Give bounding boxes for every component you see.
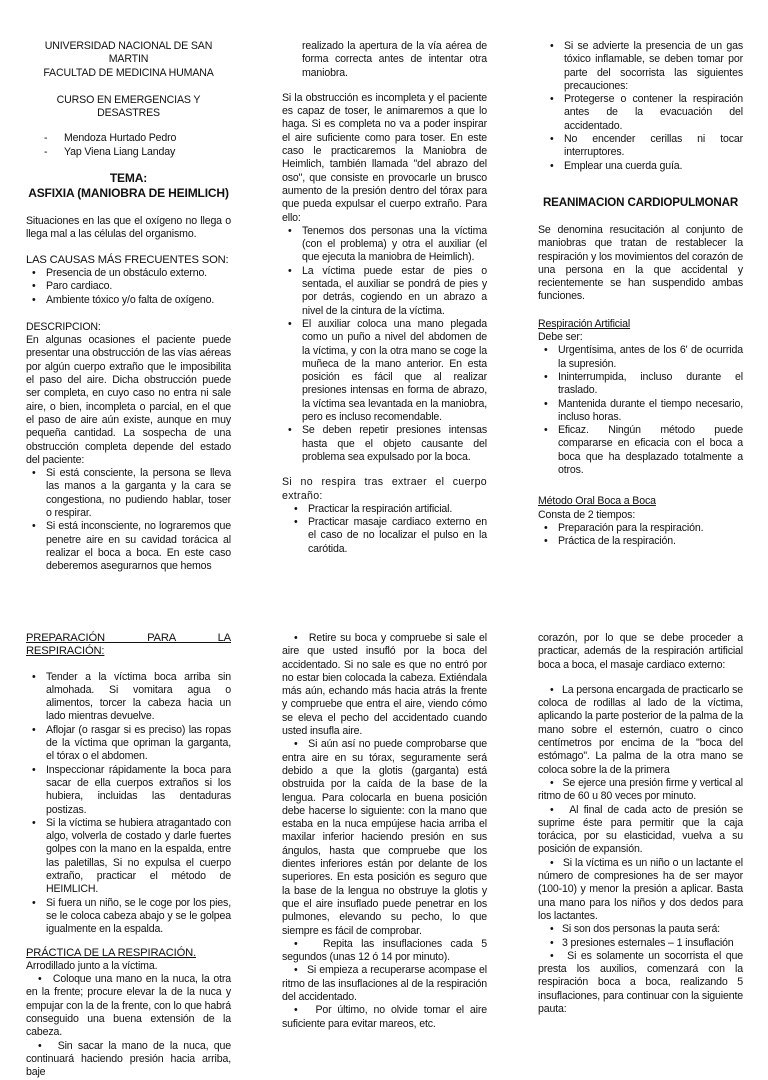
column-5 xyxy=(282,512,487,1030)
masaje-paragraph: • Se ejerce una presión firme y vertical al ritmo de 60 u 80 veces por minuto. xyxy=(538,776,743,803)
authors-list xyxy=(26,132,231,159)
heimlich-paragraph: Si la obstrucción es incompleta y el paciente es capaz de toser, le animaremos a que lo haga. Si es completa no va a poder inspirar el aire suficiente como para toser. En este caso le practicaremos la Maniobra de Heimlich, también llamada "del abrazo del oso", que consiste en provocarle un brusco aumento de la presión dentro del tórax para que pueda expulsar el cuerpo extraño. Para ello: xyxy=(282,91,487,224)
masaje-paragraph: • Si son dos personas la pauta será: xyxy=(550,923,720,936)
insuflacion-paragraph: • Repita las insuflaciones cada 5 segundos (unas 12 ó 14 por minuto). xyxy=(282,937,487,964)
list-item: • Tenemos dos personas una la víctima (con el problema) y otra el auxiliar (el que ejecuta la maniobra de Heimlich). xyxy=(282,225,487,265)
causas-list xyxy=(26,267,231,307)
list-item: • Practicar la respiración artificial. xyxy=(282,503,487,516)
list-item: • Si está inconsciente, no lograremos que penetre aire en su cavidad torácica al realizar el boca a boca. En este caso deberemos asegurarnos que hemos xyxy=(26,520,231,573)
university-name: UNIVERSIDAD NACIONAL DE SAN MARTIN xyxy=(44,40,213,66)
insuflacion-paragraph: • Por último, no olvide tomar el aire suficiente para evitar mareos, etc. xyxy=(282,1004,487,1030)
masaje-paragraph: • Si es solamente un socorrista el que presta los auxilios, comenzará con la respiración boca a boca, realizando 5 insuflaciones, para continuar con la siguiente pauta: xyxy=(538,949,743,1016)
list-item: • Si fuera un niño, se le coge por los pies, se le coloca cabeza abajo y se le golpea igualmente en la espalda. xyxy=(26,897,231,937)
list-item: • Ambiente tóxico y/o falta de oxígeno. xyxy=(26,294,231,307)
list-item: • Ininterrumpida, incluso durante el traslado. xyxy=(538,371,743,398)
insuflacion-paragraph: • Si empieza a recuperarse acompase el ritmo de las insuflaciones al de la respiración del accidentado. xyxy=(282,964,487,1004)
list-item: • Urgentísima, antes de los 6' de ocurrida la supresión. xyxy=(538,344,743,371)
list-item: • Practicar masaje cardiaco externo en el caso de no localizar el pulso en la carótida. xyxy=(282,516,487,556)
masaje-paragraph: • Si la víctima es un niño o un lactante el número de compresiones ha de ser mayor (100-10) y menor la presión a aplicar. Basta una mano para los niños y dos dedos para los lactantes. xyxy=(538,856,743,922)
course-name: CURSO EN EMERGENCIAS Y DESASTRES xyxy=(56,93,201,120)
tema-title: ASFIXIA (MANIOBRA DE HEIMLICH) xyxy=(28,186,229,201)
descripcion-text: En algunas ocasiones el paciente puede presentar una obstrucción de las vías aéreas por algún cuerpo extraño que le imposibilita el paso del aire. Dicha obstrucción puede ser completa, en cuyo caso no entra ni sale aire, o bien, incompleta o parcial, en el que el paso de aire aún existe, aunque en muy pequeña cantidad. La sospecha de una obstrucción completa depende del estado del paciente: xyxy=(26,334,231,466)
faculty-name: FACULTAD DE MEDICINA HUMANA xyxy=(43,66,214,79)
metodo-heading: Método Oral Boca a Boca xyxy=(538,495,656,508)
list-item: • Práctica de la respiración. xyxy=(538,535,743,548)
rcp-heading: REANIMACION CARDIOPULMONAR xyxy=(542,195,739,209)
heimlich-steps-list xyxy=(282,225,487,464)
continuation-text: realizado la apertura de la vía aérea de forma correcta antes de intentar otra maniobra. xyxy=(302,40,487,79)
causas-heading: LAS CAUSAS MÁS FRECUENTES SON: xyxy=(26,253,229,266)
practica-paragraph: • Coloque una mano en la nuca, la otra en la frente; procure elevar la de la nuca y empujar con la de la frente, con lo que habrá conseguido una buena extensión de la cabeza. xyxy=(26,973,231,1039)
respiracion-list xyxy=(538,344,743,477)
list-item: • Eficaz. Ningún método puede compararse en eficacia con el boca a boca que ha desplazado totalmente a otros. xyxy=(538,424,743,477)
insuflacion-paragraph: • Si aún así no puede comprobarse que entra aire en su tórax, seguramente será debido a que la glotis (garganta) está obstruida por la caída de la base de la lengua. Para colocarla en buena posición debe hacerse lo siguiente: con la mano que estaba en la nuca empújese hacia arriba el maxilar inferior haciendo presión en sus ángulos, hasta que compruebe que los dientes inferiores están por delante de los superiores. En esta posición es seguro que la base de la lengua no obstruye la glotis y que el aire insuflado puede penetrar en los pulmones, elevando su pecho, lo que siempre es fácil de comprobar. xyxy=(282,738,487,937)
list-item: • Protegerse o contener la respiración antes de la evacuación del accidentado. xyxy=(538,93,743,133)
column-2 xyxy=(282,0,487,555)
list-item: • Presencia de un obstáculo externo. xyxy=(26,267,231,280)
insuflacion-paragraph: • Retire su boca y compruebe si sale el aire que usted insufló por la boca del accidentado. Si no sale es que no entró por no estar bien colocada la cabeza. Extiéndala más aún, echando más hacia atrás la frente y compruebe que entra el aire, viendo cómo se eleva el pecho del accidentado cuando usted insufla aire. xyxy=(282,632,487,738)
column-4 xyxy=(26,512,231,1079)
author-item: - Yap Viena Liang Landay xyxy=(26,146,231,159)
respiracion-subheading: Debe ser: xyxy=(538,331,583,344)
list-item: • Se deben repetir presiones intensas hasta que el objeto causante del problema sea expulsado por la boca. xyxy=(282,424,487,464)
preparacion-heading: PREPARACIÓN PARA LA RESPIRACIÓN: xyxy=(26,632,231,658)
list-item: • Inspeccionar rápidamente la boca para sacar de ella cuerpos extraños si los hubiera, incluidas las dentaduras postizas. xyxy=(26,764,231,817)
masaje-paragraph: • Al final de cada acto de presión se suprime éste para permitir que la caja torácica, por su elasticidad, vuelva a su posición de expansión. xyxy=(538,803,743,856)
list-item: • Aflojar (o rasgar si es preciso) las ropas de la víctima que opriman la garganta, el tórax o el abdomen. xyxy=(26,724,231,764)
masaje-paragraph: • La persona encargada de practicarlo se coloca de rodillas al lado de la víctima, aplicando la parte posterior de la palma de la mano sobre el esternón, cuatro o cinco centímetros por encima de la "boca del estómago". La palma de la otra mano se coloca sobre la de la primera xyxy=(538,683,743,776)
preparacion-list xyxy=(26,671,231,937)
list-item: • La víctima puede estar de pies o sentada, el auxiliar se pondrá de pies y por detrás, cogiendo en un abrazo a nivel de la cintura de la víctima. xyxy=(282,265,487,318)
rcp-text: Se denomina resucitación al conjunto de maniobras que tratan de restablecer la respiración y los movimientos del corazón de una persona en la que accidental y recientemente se han suspendido ambas funciones. xyxy=(538,223,743,303)
list-item: • Tender a la víctima boca arriba sin almohada. Si vomitara agua o alimentos, torcer la cabeza hacia un lado mientras devuelve. xyxy=(26,671,231,724)
continuation-text: corazón, por lo que se debe proceder a practicar, además de la respiración artificial boca a boca, el masaje cardiaco externo: xyxy=(538,632,743,671)
no-respira-heading: Si no respira tras extraer el cuerpo extraño: xyxy=(282,476,487,502)
column-1 xyxy=(26,0,231,573)
metodo-subheading: Consta de 2 tiempos: xyxy=(538,508,636,521)
descripcion-heading: DESCRIPCION: xyxy=(26,320,101,333)
list-item: • No encender cerillas ni tocar interruptores. xyxy=(538,133,743,160)
list-item: • Si está consciente, la persona se lleva las manos a la garganta y la cara se congestiona, no pudiendo hablar, toser o respirar. xyxy=(26,467,231,520)
author-item: - Mendoza Hurtado Pedro xyxy=(26,132,231,145)
practica-heading: PRÁCTICA DE LA RESPIRACIÓN. xyxy=(26,946,197,959)
practica-subheading: Arrodillado junto a la víctima. xyxy=(26,959,158,972)
intro-text: Situaciones en las que el oxígeno no llega o llega mal a las células del organismo. xyxy=(26,215,231,241)
list-item: • Si se advierte la presencia de un gas tóxico inflamable, se deben tomar por parte del socorrista las siguientes precauciones: xyxy=(538,40,743,93)
practica-paragraph: • Sin sacar la mano de la nuca, que continuará haciendo presión hacia arriba, baje xyxy=(26,1039,231,1079)
tema-label: TEMA: xyxy=(109,171,148,186)
list-item: • Emplear una cuerda guía. xyxy=(538,160,743,173)
column-3 xyxy=(538,0,743,548)
list-item: • Preparación para la respiración. xyxy=(538,522,743,535)
brochure-inner-page xyxy=(0,512,768,1079)
list-item: • Si la víctima se hubiera atragantado con algo, volverla de costado y darle fuertes golpes con la mano en la espalda, entre las paletillas, Si no expulsa el cuerpo extraño, practicar el método de HEIMLICH. xyxy=(26,817,231,897)
column-6 xyxy=(538,512,743,1024)
gas-precautions-list xyxy=(538,40,743,173)
respiracion-heading: Respiración Artificial xyxy=(538,317,631,330)
list-item: • Mantenida durante el tiempo necesario, incluso horas. xyxy=(538,398,743,425)
masaje-paragraph: • 3 presiones esternales – 1 insuflación xyxy=(550,936,734,949)
list-item: • Paro cardiaco. xyxy=(26,280,231,293)
list-item: • El auxiliar coloca una mano plegada como un puño a nivel del abdomen de la víctima, y con la otra mano se coge la muñeca de la mano anterior. En esta posición es fácil que al realizar presiones intensas en forma de abrazo, la víctima sea levantada en la maniobra, pero es incluso recomendable. xyxy=(282,318,487,424)
